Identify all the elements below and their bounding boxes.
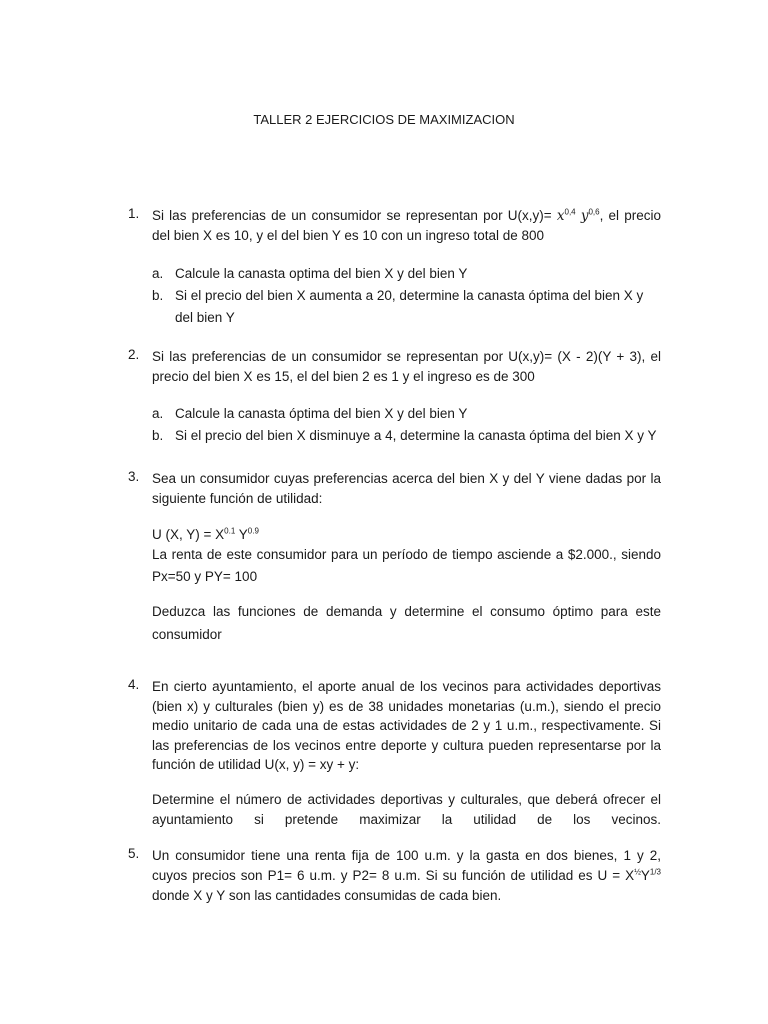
text-line: del bien X es 10, y el del bien Y es 10 con un ingreso total de 800: [152, 228, 545, 243]
sub-text: Si el precio del bien X disminuye a 4, determine la canasta óptima del bien X y Y: [175, 428, 657, 443]
question-number: 2.: [128, 347, 140, 362]
question-number: 4.: [128, 677, 140, 692]
question-text: Sea un consumidor cuyas preferencias acerca del bien X y del Y viene dadas por la siguiente función de utilidad:: [152, 471, 661, 506]
deduce-text: Deduzca las funciones de demanda y determine el consumo óptimo para este consumidor: [152, 604, 661, 642]
sub-label: a.: [152, 406, 164, 421]
sub-text: Calcule la canasta óptima del bien X y del bien Y: [175, 406, 468, 421]
sub-label: b.: [152, 428, 164, 443]
question-number: 3.: [128, 469, 140, 484]
question-text: Un consumidor tiene una renta fija de 100 u.m. y la gasta en dos bienes, 1 y 2, cuyos precios son P1= 6 u.m. y P2= 8 u.m. Si su función de utilidad es $U = X^{\frac{1}{2}}Y^{1/3}$ donde X y Y son las cantidades consumidas de cada bien.: [152, 848, 661, 903]
utility-formula: U (X, $Y) = X^{0.1}$ $Y^{0.9}$: [152, 526, 259, 542]
sub-text: Calcule la canasta optima del bien X y del bien Y: [175, 266, 468, 281]
question-text: En cierto ayuntamiento, el aporte anual de los vecinos para actividades deportivas (bien x) y culturales (bien y) es de 38 unidades monetarias (u.m.), siendo el precio medio unitario de cada una de estas actividades de 2 y 1 u.m., respectivamente. Si las preferencias de los vecinos entre deporte y cultura pueden representarse por la función de utilidad U(x, y) = xy + y:: [152, 679, 661, 772]
text-line: Si las preferencias de un consumidor se representan por $U(x,y)= x^{0,4}$ $y^{0,6}$, el precio: [152, 207, 661, 224]
question-text: [152, 206, 661, 246]
determine-text: Determine el número de actividades deportivas y culturales, que deberá ofrecer el ayuntamiento si pretende maximizar la utilidad de los vecinos.: [152, 792, 661, 827]
page-title: TALLER 2 EJERCICIOS DE MAXIMIZACION: [253, 112, 515, 127]
question-number: 1.: [128, 206, 140, 221]
sub-label: a.: [152, 266, 164, 281]
question-text: Si las preferencias de un consumidor se representan por U(x,y)= (X - 2)(Y + 3), el precio del bien X es 15, el del bien 2 es 1 y el ingreso es de 300: [152, 349, 661, 384]
sub-label: b.: [152, 288, 164, 303]
sub-text: Si el precio del bien X aumenta a 20, determine la canasta óptima del bien X y del bien Y: [175, 288, 644, 325]
question-number: 5.: [128, 846, 140, 861]
income-text: La renta de este consumidor para un período de tiempo asciende a $2.000., siendo Px=50 y PY= 100: [152, 547, 661, 584]
